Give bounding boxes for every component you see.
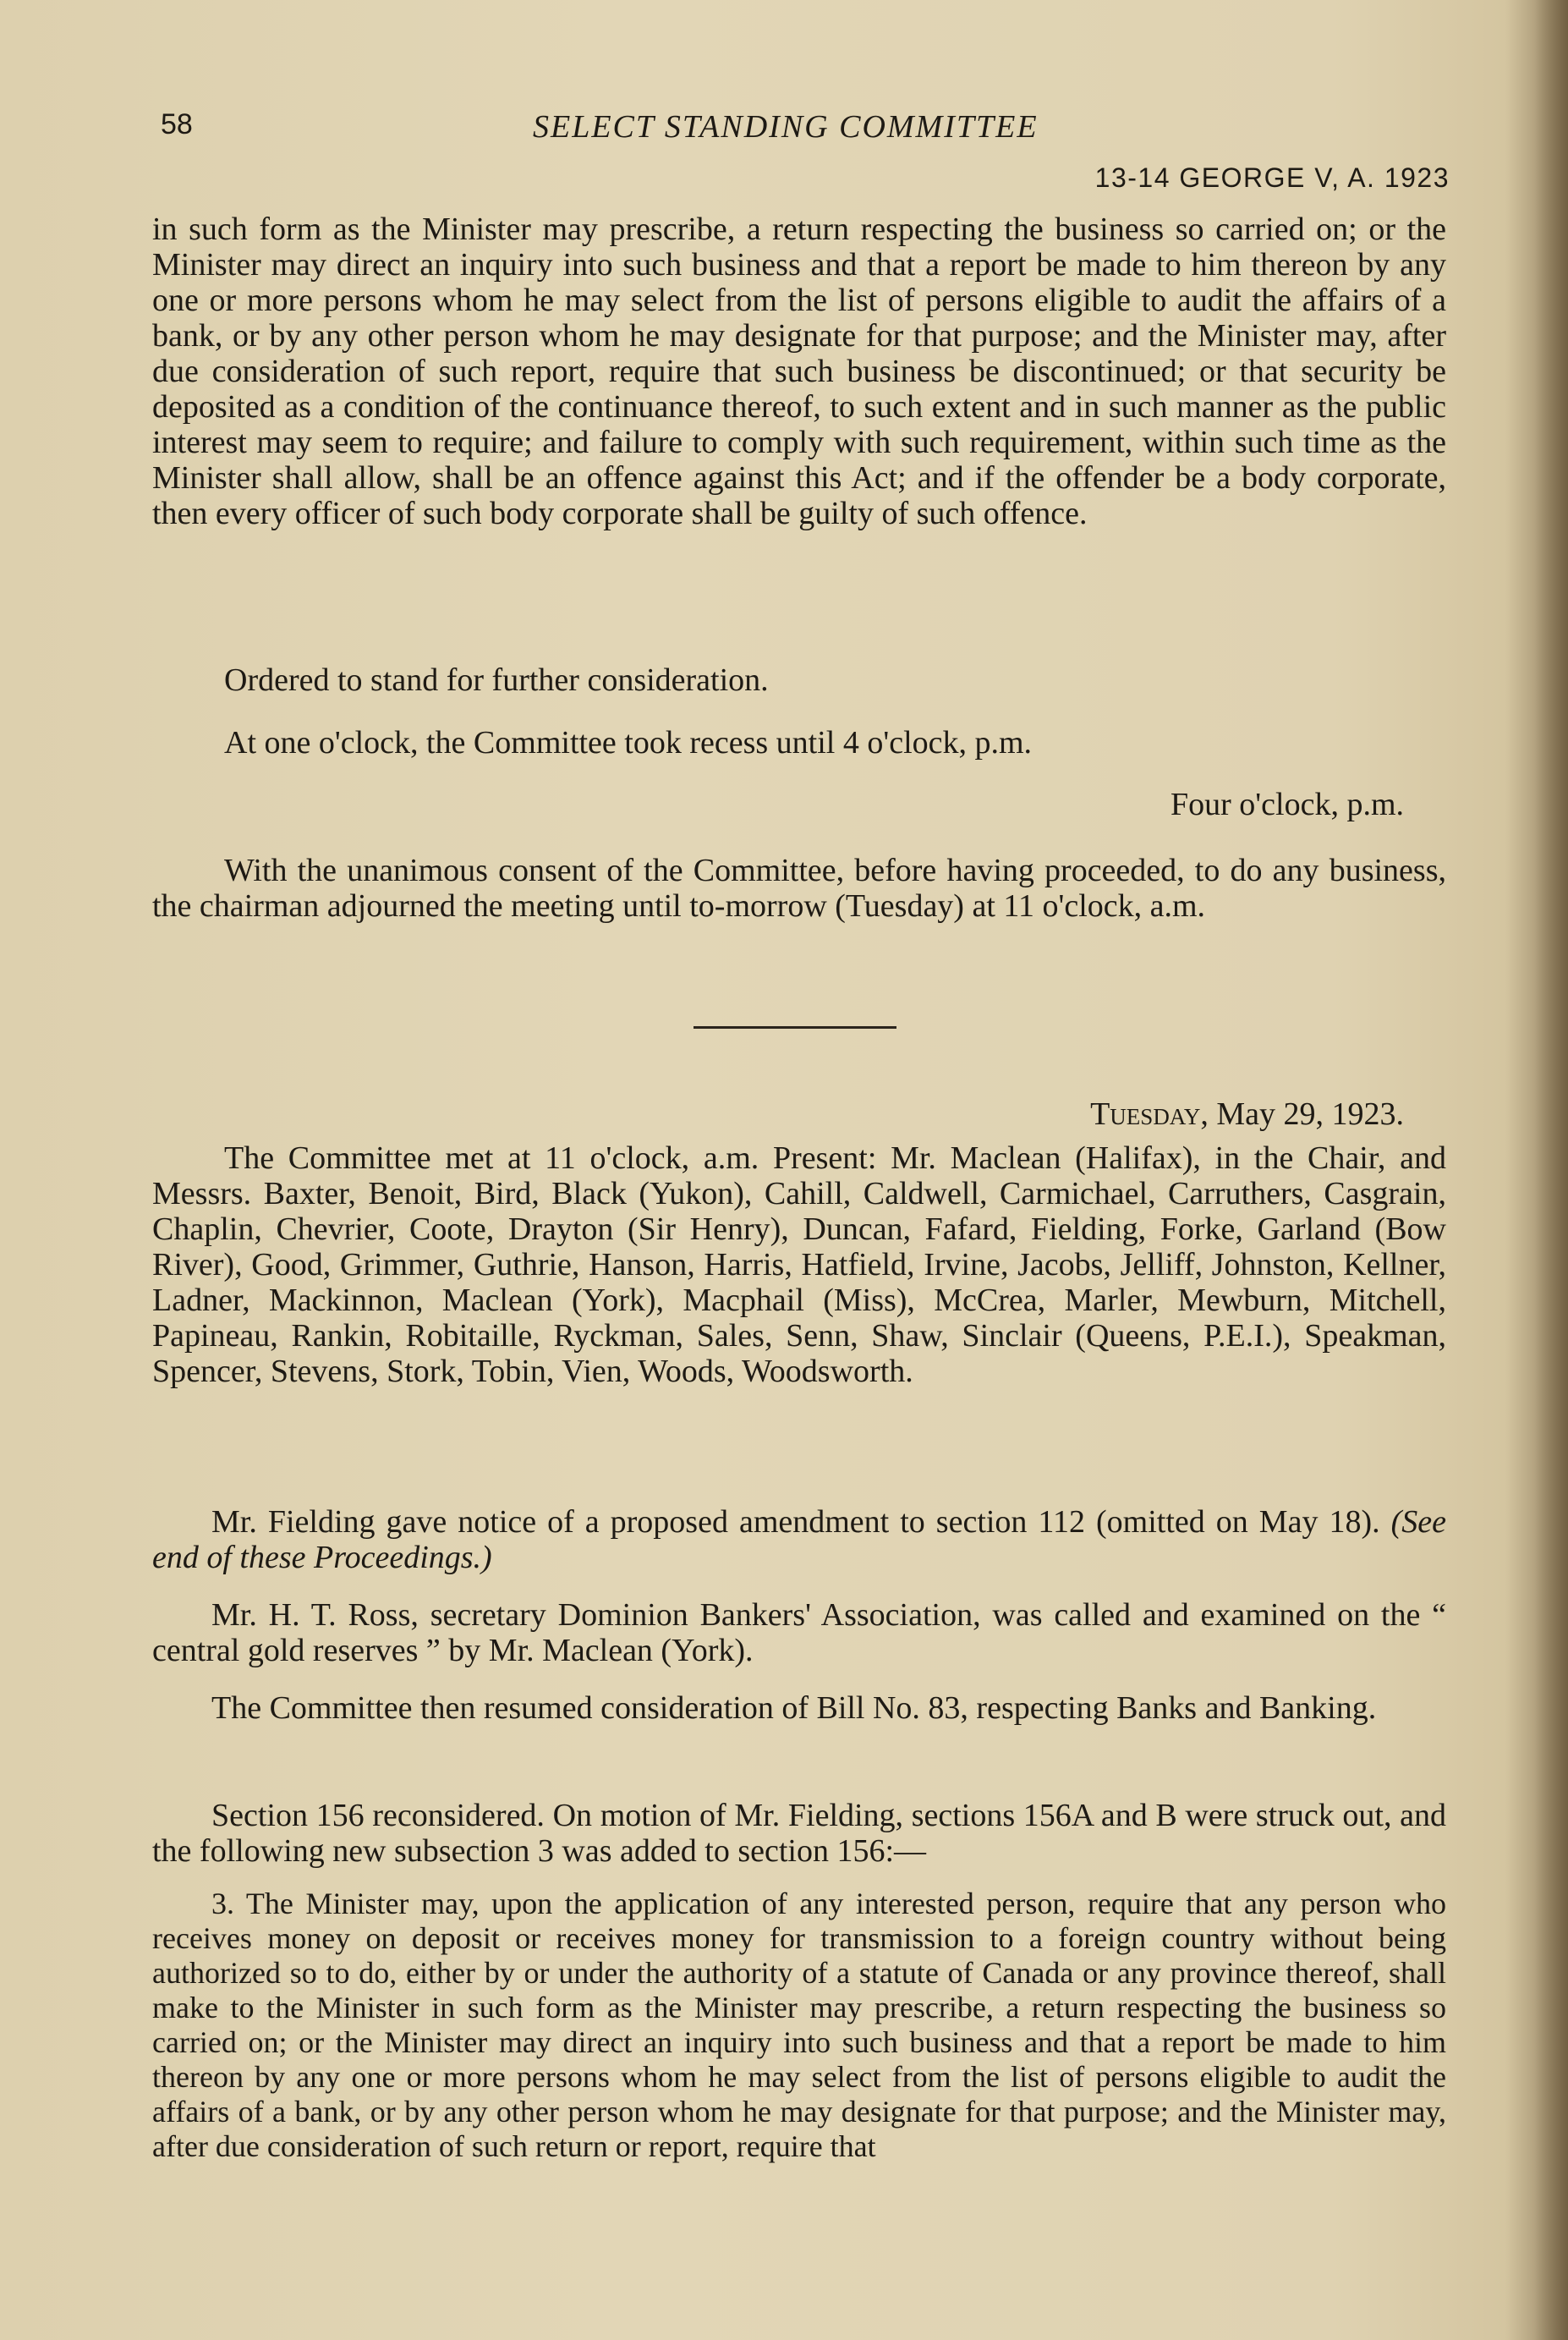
page-binding-shadow <box>1534 0 1568 2340</box>
paragraph-four-oclock: Four o'clock, p.m. <box>1171 787 1404 822</box>
notice-text: Mr. Fielding gave notice of a proposed amendment to section 112 (omitted on May 18). <box>211 1504 1380 1540</box>
subsection-text: 3. The Minister may, upon the application of any interested person, require that any person who receives money on deposit or receives money for transmission to a foreign country without being authorized so to do, either by or under the authority of a statute of Canada or any province thereof, shall make to the Minister in such form as the Minister may prescribe, a return respecting the business so carried on; or the Minister may direct an inquiry into such business and that a report be made to him thereon by any one or more persons whom he may select from the list of persons eligible to audit the affairs of a bank, or by any other person whom he may designate for that purpose; and the Minister may, after due consideration of such return or report, require that <box>152 1887 1446 2163</box>
running-head <box>161 108 1455 159</box>
resumed-text: The Committee then resumed consideration of Bill No. 83, respecting Banks and Banking. <box>211 1690 1377 1726</box>
paragraph-resumed <box>152 1690 1446 1726</box>
adjourned-text: With the unanimous consent of the Committee, before having proceeded, to do any business, the chairman adjourned the meeting until to-morrow (Tuesday) at 11 o'clock, a.m. <box>152 853 1446 924</box>
notice-reference: (See end of these Proceedings.) <box>152 1504 1447 1575</box>
paragraph-subsection-3 <box>152 1887 1446 2164</box>
section-divider <box>694 1026 896 1029</box>
dateline-day: Tuesday, <box>1090 1096 1209 1132</box>
attendance-text: The Committee met at 11 o'clock, a.m. Present: Mr. Maclean (Halifax), in the Chair, and Messrs. Baxter, Benoit, Bird, Black (Yukon), Cahill, Caldwell, Carmichael, Carruthers, Casgrain, Chaplin, Chevrier, Coote, Drayton (Sir Henry), Duncan, Fafard, Fielding, Forke, Garland (Bow River), Good, Grimmer, Guthrie, Hanson, Harris, Hatfield, Irvine, Jacobs, Jelliff, Johnston, Kellner, Ladner, Mackinnon, Maclean (York), Macphail (Miss), McCrea, Marler, Mewburn, Mitchell, Papineau, Rankin, Robitaille, Ryckman, Sales, Senn, Shaw, Sinclair (Queens, P.E.I.), Speakman, Spencer, Stevens, Stork, Tobin, Vien, Woods, Woodsworth. <box>152 1140 1446 1389</box>
paragraph-continued-clause: in such form as the Minister may prescribe, a return respecting the business so carried on; or the Minister may direct an inquiry into such business and that a report be made to him thereon by any one or more persons whom he may select from the list of persons eligible to audit the affairs of a bank, or by any other person whom he may designate for that purpose; and the Minister may, after due consideration of such report, require that such business be discontinued; or that security be deposited as a condition of the continuance thereof, to such extent and in such manner as the public interest may seem to require; and failure to comply with such requirement, within such time as the Minister shall allow, shall be an offence against this Act; and if the offender be a body corporate, then every officer of such body corporate shall be guilty of such offence. <box>152 211 1446 531</box>
paragraph-ordered: Ordered to stand for further consideration. <box>224 662 769 698</box>
paragraph-adjourned <box>152 853 1446 924</box>
dateline-date: May 29, 1923. <box>1216 1096 1404 1132</box>
paragraph-recess: At one o'clock, the Committee took recess until 4 o'clock, p.m. <box>224 725 1033 761</box>
paragraph-section-reconsidered <box>152 1798 1446 1869</box>
paragraph-witness <box>152 1597 1446 1668</box>
witness-text: Mr. H. T. Ross, secretary Dominion Bankers' Association, was called and examined on the “ central gold reserves ” by Mr. Maclean (York). <box>152 1597 1446 1668</box>
session-line: 13-14 GEORGE V, A. 1923 <box>1094 162 1450 193</box>
running-title: SELECT STANDING COMMITTEE <box>533 109 1039 145</box>
page-number: 58 <box>161 108 193 140</box>
dateline <box>964 1096 1404 1133</box>
reconsidered-text: Section 156 reconsidered. On motion of Mr. Fielding, sections 156A and B were struck out, and the following new subsection 3 was added to section 156:— <box>152 1798 1446 1869</box>
paragraph-attendance <box>152 1140 1446 1389</box>
paragraph-notice <box>152 1504 1446 1575</box>
